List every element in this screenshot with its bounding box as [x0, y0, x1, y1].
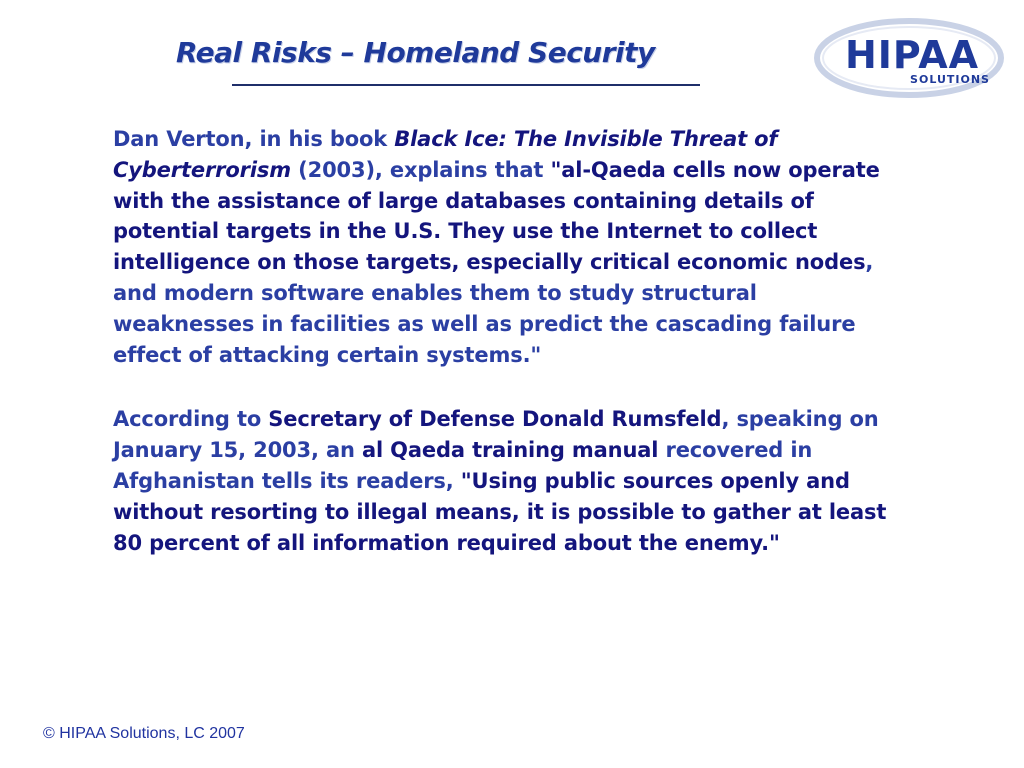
logo-main-text: HIPAA: [844, 33, 980, 77]
slide-title: Real Risks – Homeland Security: [176, 36, 655, 69]
p1-book-title: Black Ice: The Invisible Threat of Cyberterrorism: [113, 127, 778, 182]
p1-year: (2003), explains that: [291, 157, 551, 182]
p1-quote-end: , and modern software enables them to study structural weaknesses in facilities as well as predict the cascading failure effect of attacking certain systems.": [113, 250, 874, 367]
paragraph-verton: [113, 124, 903, 370]
p2-intro: According to: [113, 407, 269, 432]
p2-name: Secretary of Defense Donald Rumsfeld: [268, 407, 722, 432]
p2-date: , speaking on January 15, 2003, an: [113, 407, 879, 463]
p1-intro: Dan Verton, in his book: [113, 127, 395, 151]
logo-sub-text: SOLUTIONS: [910, 73, 990, 86]
footer-copyright: © HIPAA Solutions, LC 2007: [43, 725, 245, 742]
title-underline: [232, 84, 700, 86]
p2-quote: "Using public sources openly and without resorting to illegal means, it is possible to gather at least 80 percent of all information required about the enemy.": [113, 468, 887, 555]
p1-quote: "al-Qaeda cells now operate with the assistance of large databases containing details of potential targets in the U.S. They use the Internet to collect intelligence on those targets, especially critical economic nodes: [113, 157, 880, 275]
p2-recovered: recovered in Afghanistan tells its readers,: [113, 438, 813, 493]
paragraph-rumsfeld: [113, 404, 903, 558]
hipaa-solutions-logo: [814, 18, 1004, 98]
p2-manual: al Qaeda training manual: [361, 438, 659, 463]
slide-body: [113, 124, 903, 592]
